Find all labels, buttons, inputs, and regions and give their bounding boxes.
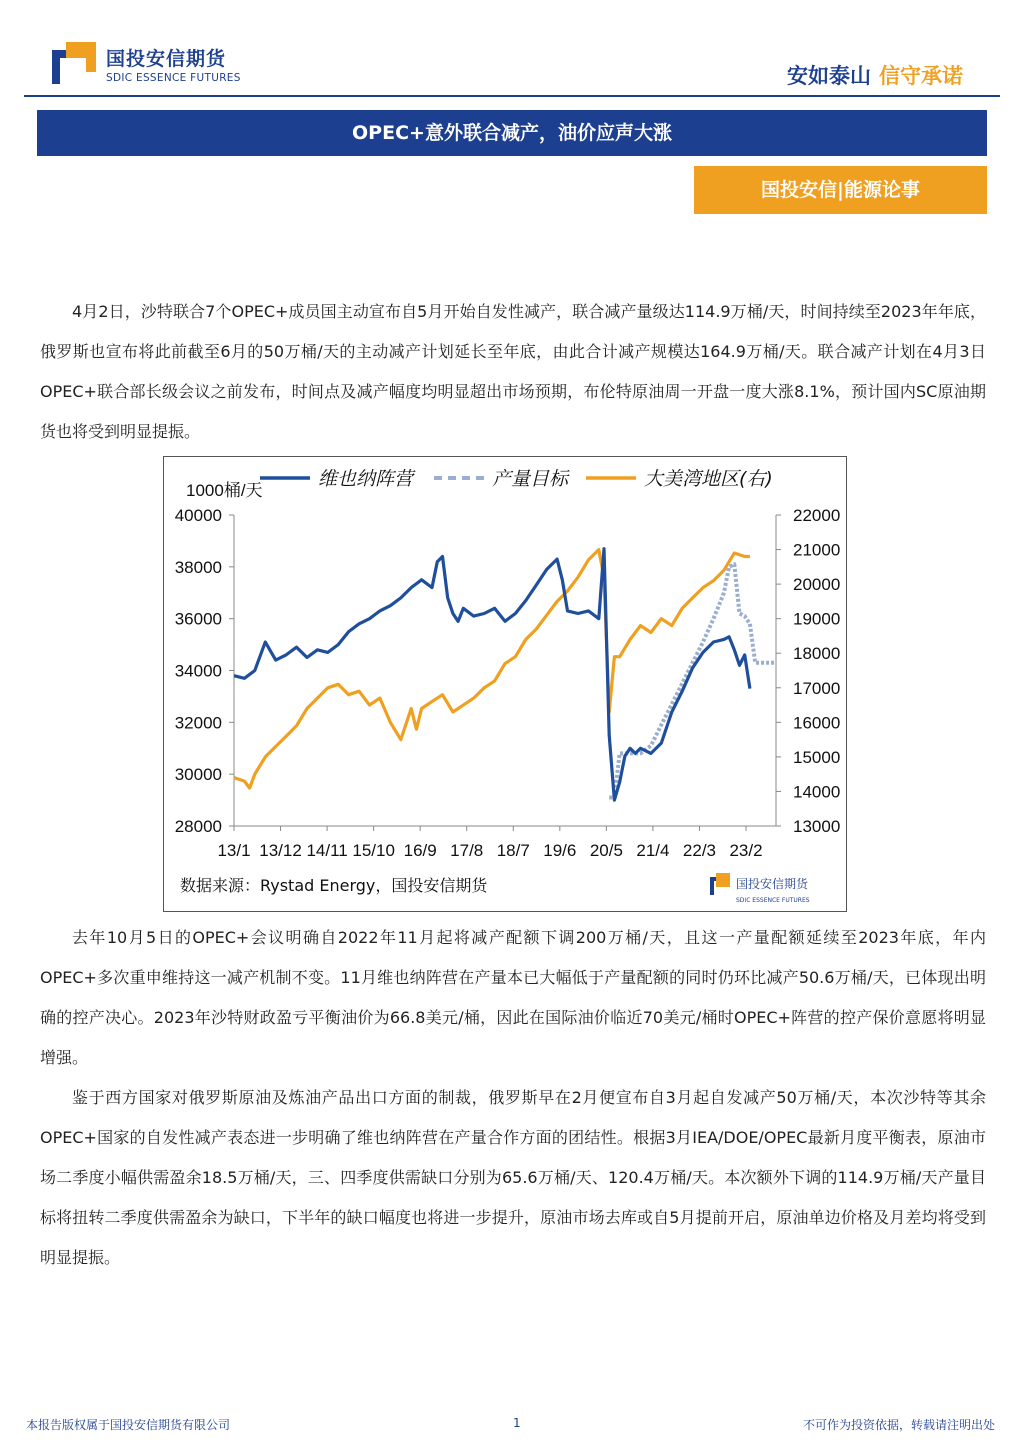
x-tick-label: 21/4 <box>636 841 670 860</box>
paragraph-2: 去年10月5日的OPEC+会议明确自2022年11月起将减产配额下调200万桶/天，且这一产量配额延续至2023年底，年内OPEC+多次重申维持这一减产机制不变。11月维也纳阵营在产量本已大幅低于产量配额的同时仍环比减产50.6万桶/天，已体现出明确的控产决心。2023年沙特财政盈亏平衡油价为66.8美元/桶，因此在国际油价临近70美元/桶时OPEC+阵营的控产保价意愿将明显增强。 <box>40 928 986 1067</box>
x-tick-label: 17/8 <box>450 841 484 860</box>
company-logo <box>52 40 272 90</box>
paragraph-1: 4月2日，沙特联合7个OPEC+成员国主动宣布自5月开始自发性减产，联合减产量级达114.9万桶/天，时间持续至2023年年底，俄罗斯也宣布将此前截至6月的50万桶/天的主动减产计划延长至年底，由此合计减产规模达164.9万桶/天。联合减产计划在4月3日OPEC+联合部长级会议之前发布，时间点及减产幅度均明显超出市场预期，布伦特原油周一开盘一度大涨8.1%，预计国内SC原油期货也将受到明显提振。 <box>40 302 986 441</box>
y-tick-label: 30000 <box>174 765 222 785</box>
x-tick-label: 18/7 <box>496 841 530 860</box>
header-rule <box>24 95 1000 97</box>
y2-tick-label: 16000 <box>793 713 841 733</box>
y-tick-label: 28000 <box>174 817 222 836</box>
y2-tick-label: 21000 <box>793 540 841 560</box>
legend-label-2: 大美湾地区(右) <box>644 468 773 490</box>
chart-lines <box>234 549 776 800</box>
watermark-en: SDIC ESSENCE FUTURES <box>736 897 810 904</box>
x-tick-label: 16/9 <box>403 841 437 860</box>
production-chart <box>163 456 847 912</box>
footer-disclaimer: 不可作为投资依据，转载请注明出处 <box>802 1418 995 1432</box>
slogan <box>787 60 963 90</box>
x-tick-label: 13/12 <box>259 841 302 860</box>
x-tick-label: 13/1 <box>217 841 251 860</box>
y-tick-label: 40000 <box>174 506 222 525</box>
x-tick-label: 22/3 <box>682 841 717 860</box>
chart-source: 数据来源：Rystad Energy，国投安信期货 <box>180 876 488 895</box>
series-line-2 <box>234 550 750 788</box>
y-tick-label: 32000 <box>174 713 222 733</box>
y2-tick-label: 14000 <box>793 782 841 802</box>
slogan-part-a: 安如泰山 <box>787 64 871 88</box>
watermark-cn: 国投安信期货 <box>736 877 809 891</box>
x-tick-label: 20/5 <box>589 841 623 860</box>
logo-text-cn: 国投安信期货 <box>106 48 227 70</box>
y2-tick-label: 18000 <box>793 644 841 664</box>
legend-label-1: 产量目标 <box>492 468 569 490</box>
slogan-part-b: 信守承诺 <box>879 64 963 88</box>
page-number: 1 <box>513 1416 521 1430</box>
report-title: OPEC+意外联合减产，油价应声大涨 <box>37 110 987 156</box>
column-tag: 国投安信|能源论事 <box>694 166 987 214</box>
y-tick-label: 38000 <box>174 557 222 577</box>
x-tick-label: 15/10 <box>352 841 395 860</box>
chart-axes <box>175 506 841 860</box>
footer-copyright: 本报告版权属于国投安信期货有限公司 <box>26 1418 231 1432</box>
logo-text-en: SDIC ESSENCE FUTURES <box>106 72 241 84</box>
y-axis-label: 1000桶/天 <box>186 481 263 500</box>
y2-tick-label: 13000 <box>793 817 841 836</box>
y2-tick-label: 19000 <box>793 609 841 629</box>
page-header <box>0 0 1025 100</box>
x-tick-label: 23/2 <box>729 841 763 860</box>
series-line-0 <box>234 549 750 800</box>
y-tick-label: 36000 <box>174 609 222 629</box>
x-tick-label: 14/11 <box>306 841 348 860</box>
legend-label-0: 维也纳阵营 <box>318 468 414 490</box>
logo-mark-icon <box>52 42 98 86</box>
chart-svg <box>164 457 848 913</box>
y2-tick-label: 17000 <box>793 678 841 698</box>
chart-watermark <box>710 873 810 904</box>
y2-tick-label: 15000 <box>793 747 841 767</box>
x-tick-label: 19/6 <box>543 841 577 860</box>
chart-legend <box>260 468 773 490</box>
y2-tick-label: 20000 <box>793 575 841 595</box>
y2-tick-label: 22000 <box>793 506 841 525</box>
y-tick-label: 34000 <box>174 661 222 681</box>
paragraph-3: 鉴于西方国家对俄罗斯原油及炼油产品出口方面的制裁，俄罗斯早在2月便宣布自3月起自发减产50万桶/天，本次沙特等其余OPEC+国家的自发性减产表态进一步明确了维也纳阵营在产量合作方面的团结性。根据3月IEA/DOE/OPEC最新月度平衡表，原油市场二季度小幅供需盈余18.5万桶/天，三、四季度供需缺口分别为65.6万桶/天、120.4万桶/天。本次额外下调的114.9万桶/天产量目标将扭转二季度供需盈余为缺口，下半年的缺口幅度也将进一步提升，原油市场去库或自5月提前开启，原油单边价格及月差均将受到明显提振。 <box>40 1088 986 1267</box>
